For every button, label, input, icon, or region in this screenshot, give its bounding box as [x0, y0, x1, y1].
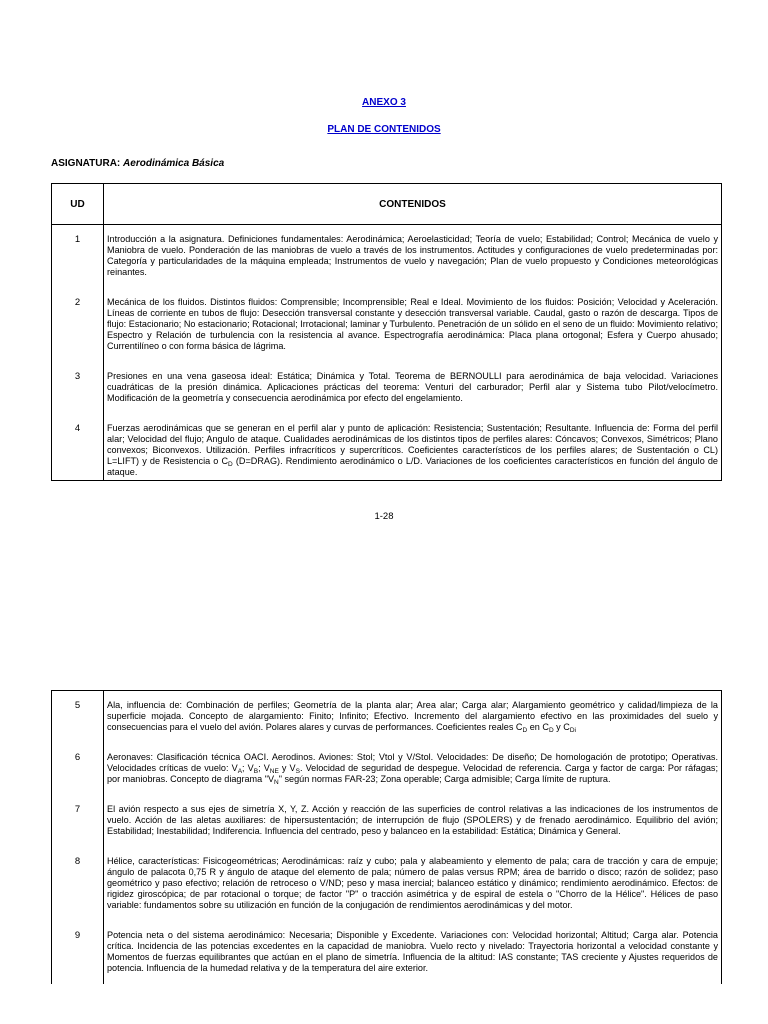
subject-line: [51, 158, 224, 169]
table-row: [52, 362, 722, 414]
unit-content: Introducción a la asignatura. Definiciones fundamentales: Aerodinámica; Aeroelasticidad; Teoría de vuelo; Estabilidad; Control; Mecánica de vuelo y Maniobra de vuelo. Ponderación de las maniobras de vuelo a través de los instrumentos. Actitudes y configuraciones de vuelo predeterminadas por: Categoría y particularidades de la máquina empleada; Instrumentos de vuelo y navegación; Plan de vuelo propuesto y Condiciones meteorológicas reinantes.: [104, 225, 722, 289]
unit-content: Hélice, características: Fisicogeométricas; Aerodinámicas: raíz y cubo; pala y alabeamiento y elemento de pala; cara de tracción y cara de empuje; ángulo de palacota 0,75 R y ángulo de ataque del elemento de pala; número de palas versus RPM; área de barrido o disco; razón de solidez; paso geométrico y paso efectivo; relación de retroceso o V/ND; peso y masa inercial; balanceo estático y dinámico; rendimiento aerodinámico. Efectos: de rigidez giroscópica; de par rotacional o torque; de factor "P" o tracción asimétrica y de espiral de estela o "Chorro de la Hélice". Hélices de paso variable: fundamentos sobre su utilización en función de la conjugación de rendimientos aerodinámicas y del motor.: [104, 847, 722, 921]
unit-number: 6: [52, 743, 104, 795]
contents-table-page1: [51, 183, 722, 481]
subject-label: ASIGNATURA:: [51, 158, 121, 169]
table-row: [52, 795, 722, 847]
table-row: [52, 921, 722, 984]
unit-number: 9: [52, 921, 104, 984]
unit-content: Ala, influencia de: Combinación de perfiles; Geometría de la planta alar; Area alar; Carga alar; Alargamiento geométrico y calidad/limpieza de la superficie mojada. Concepto de alargamiento: Finito; Infinito; Efectivo. Incremento del alargamiento efectivo en las proximidades del suelo y consecuencias para el vuelo del avión. Polares alares y curvas de performances. Coeficientes reales $C_D$ en $C_D$ y $C_{Di}$: [104, 691, 722, 744]
page-number: 1-28: [374, 511, 394, 522]
table-row: [52, 847, 722, 921]
unit-number: 8: [52, 847, 104, 921]
annex-title: ANEXO 3: [362, 97, 406, 108]
subject-name: Aerodinámica Básica: [123, 158, 225, 169]
table-row: [52, 691, 722, 744]
unit-content: Mecánica de los fluidos. Distintos fluidos: Comprensible; Incomprensible; Real e Ideal. Movimiento de los fluidos: Posición; Velocidad y Aceleración. Líneas de corriente en tubos de flujo: Desección transversal constante y desección transversal variable. Caudal, gasto o razón de descarga. Tipos de flujo: Estacionario; No estacionario; Rotacional; Irrotacional; laminar y Turbulento. Penetración de un sólido en el seno de un fluido: Movimiento relativo; Espectro y Relación de turbulencia con la resistencia al avance. Espectrografía aerodinámica: Placa plana ortogonal; Esfera y Cuerpo ahusado; Currentilíneo o con forma básica de lágrima.: [104, 288, 722, 362]
unit-number: 5: [52, 691, 104, 744]
table-header-row: [52, 184, 722, 225]
unit-number: 7: [52, 795, 104, 847]
table-row: [52, 743, 722, 795]
table-row: [52, 288, 722, 362]
unit-number: 2: [52, 288, 104, 362]
plan-title: PLAN DE CONTENIDOS: [327, 124, 441, 135]
unit-content: Presiones en una vena gaseosa ideal: Estática; Dinámica y Total. Teorema de BERNOULLI para aerodinámica de baja velocidad. Variaciones cuadráticas de la presión dinámica. Aplicaciones prácticas del teorema: Venturi del carburador; Perfil alar y Sistema tubo Pilot/velocímetro. Modificación de la geometría y consecuencia aerodinámica por efecto del engelamiento.: [104, 362, 722, 414]
unit-content: Aeronaves: Clasificación técnica OACI. Aerodinos. Aviones: Stol; Vtol y V/Stol. Velocidades: De diseño; De homologación de prototipo; Operativas. Velocidades críticas de vuelo: $V_A$; $V_B$; $V_{NE}$ y $V_S$. Velocidad de seguridad de despegue. Velocidad de referencia. Carga y factor de carga: Por ráfagas; por maniobras. Concepto de diagrama "$V_N$" según normas FAR-23; Zona operable; Carga admisible; Carga límite de ruptura.: [104, 743, 722, 795]
header-contents: CONTENIDOS: [104, 184, 722, 225]
table-row: [52, 225, 722, 289]
table-row: [52, 414, 722, 481]
unit-content: Potencia neta o del sistema aerodinámico: Necesaria; Disponible y Excedente. Variaciones con: Velocidad horizontal; Altitud; Carga alar. Potencia crítica. Incidencia de las potencias excedentes en la capacidad de maniobra. Vuelo recto y nivelado: Trayectoria horizontal a velocidad constante y Momentos de fuerzas equilibrantes que actúan en el plano de simetría. Influencia de la altitud: IAS constante; TAS creciente y Ajustes requeridos de potencia. Influencia de la humedad relativa y de la temperatura del aire exterior.: [104, 921, 722, 984]
unit-number: 3: [52, 362, 104, 414]
header-ud: UD: [52, 184, 104, 225]
unit-content: El avión respecto a sus ejes de simetría X, Y, Z. Acción y reacción de las superficies de control relativas a las indicaciones de los instrumentos de vuelo. Acción de las aletas auxiliares: de hipersustentación; de interrupción de flujo (SPOLERS) y de frenado aerodinámico. Equilibrio del avión; Estabilidad; Inestabilidad; Indiferencia. Influencia del centrado, peso y balanceo en la estabilidad: Estática; Dinámica y General.: [104, 795, 722, 847]
unit-content: Fuerzas aerodinámicas que se generan en el perfil alar y punto de aplicación: Resistencia; Sustentación; Resultante. Influencia de: Forma del perfil alar; Velocidad del flujo; Angulo de ataque. Cualidades aerodinámicas de los distintos tipos de perfiles alares: Cóncavos; Convexos, Simétricos; Plano convexos; Biconvexos. Utilización. Perfiles infracríticos y supercríticos. Coeficientes característicos de los perfiles alares; de Sustentación o CL) L=LIFT) y de Resistencia o $C_D$ (D=DRAG). Rendimiento aerodinámico o L/D. Variaciones de los coeficientes característicos en función del ángulo de ataque.: [104, 414, 722, 481]
unit-number: 1: [52, 225, 104, 289]
unit-number: 4: [52, 414, 104, 481]
contents-table-page2: [51, 690, 722, 984]
